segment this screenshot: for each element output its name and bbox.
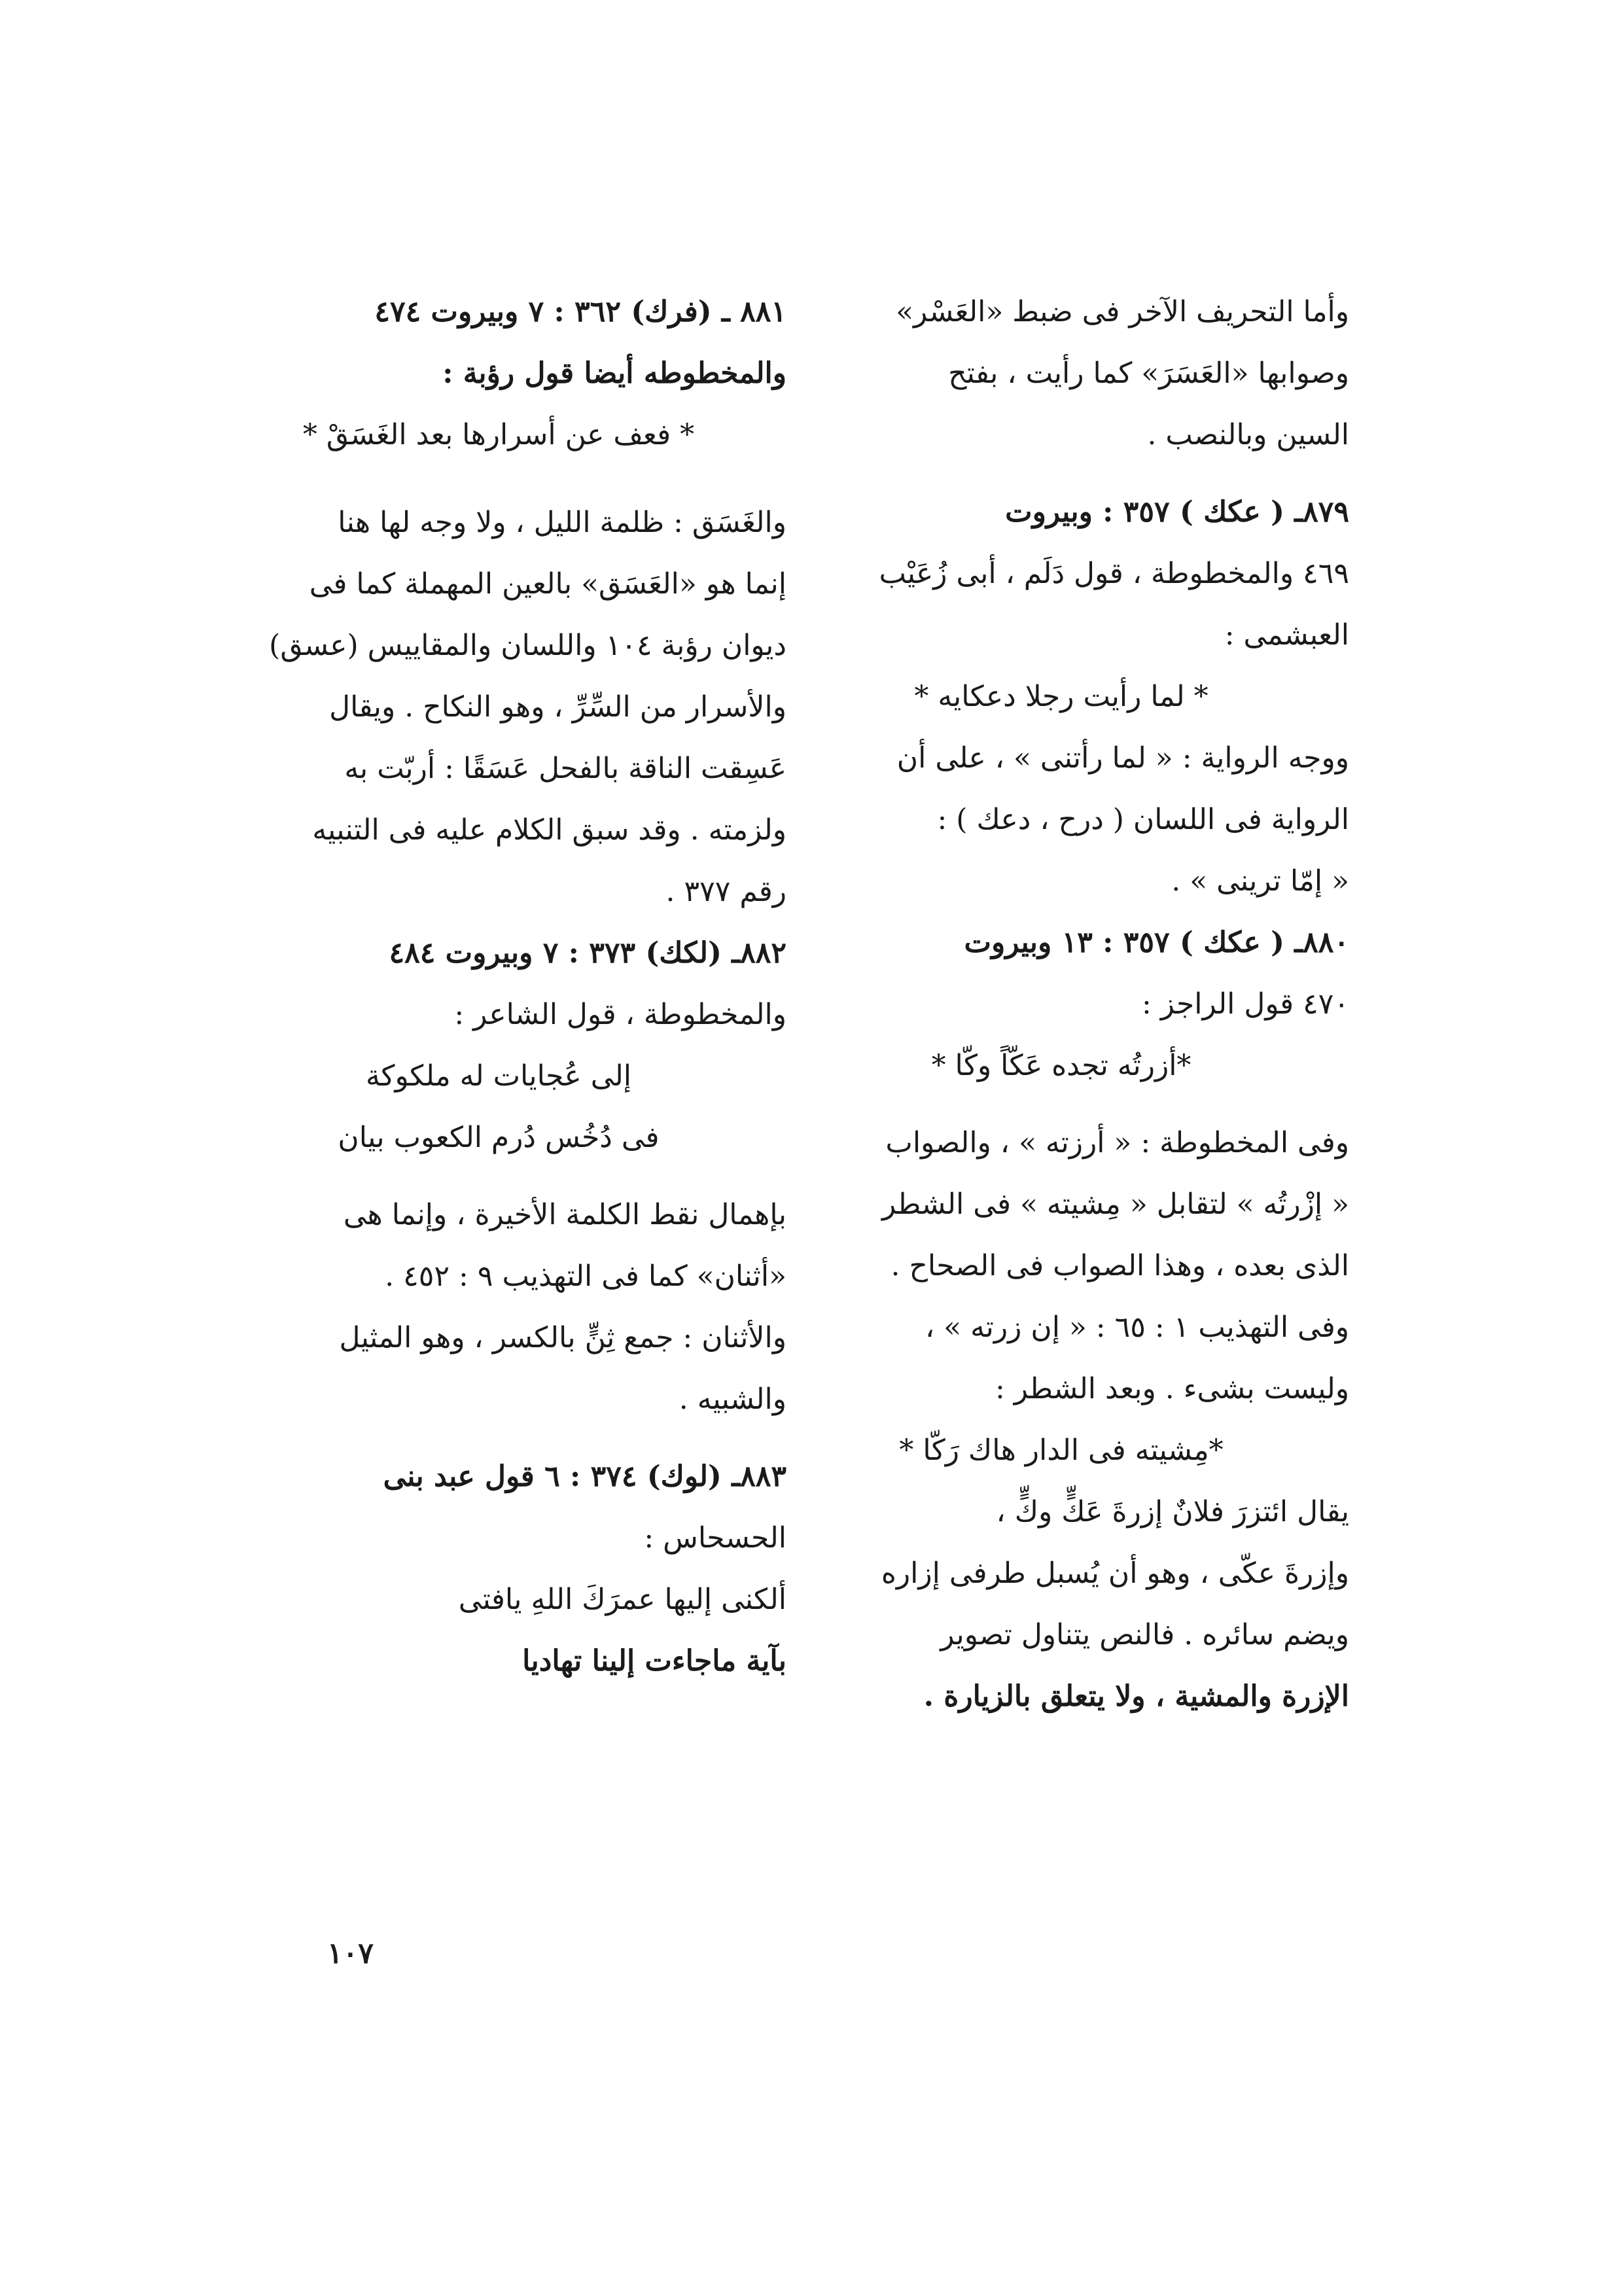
verse-line: *مِشيته فى الدار هاك رَكّا *: [899, 1434, 1224, 1467]
text-line: رقم ٣٧٧ .: [665, 875, 786, 908]
verse-line: ألكنى إليها عمرَكَ اللهِ يافتى: [458, 1583, 786, 1616]
text-line: ويضم سائره . فالنص يتناول تصوير: [940, 1618, 1349, 1651]
text-line: والأثنان : جمع ثِنٍّ بالكسر ، وهو المثيل: [339, 1321, 786, 1354]
text-line: « إزْرتُه » لتقابل « مِشيته » فى الشطر: [882, 1188, 1349, 1221]
verse-line: *أزرتُه تجده عَكّاً وكّا *: [931, 1049, 1192, 1082]
right-column: [773, 281, 1349, 1727]
page-number: ١٠٧: [327, 1937, 374, 1970]
text-line: ديوان رؤبة ١٠٤ واللسان والمقاييس (عسق): [269, 629, 786, 662]
text-line: وليست بشىء . وبعد الشطر :: [995, 1372, 1349, 1405]
verse-line: بآية ماجاءت إلينا تهاديا: [522, 1644, 786, 1678]
text-line: والشبيه .: [679, 1383, 786, 1416]
text-line: والغَسَق : ظلمة الليل ، ولا وجه لها هنا: [338, 506, 786, 539]
verse-line: إلى عُجايات له ملكوكة: [365, 1059, 632, 1093]
text-line: وفى التهذيب ١ : ٦٥ : « إن زرته » ،: [925, 1311, 1349, 1344]
text-line: بإهمال نقط الكلمة الأخيرة ، وإنما هى: [343, 1198, 786, 1231]
entry-heading-882: ٨٨٢ـ (لكك) ٣٧٣ : ٧ وبيروت ٤٨٤: [389, 936, 786, 970]
text-line: وإزرةَ عكّى ، وهو أن يُسبل طرفى إزاره: [881, 1557, 1349, 1590]
entry-heading-883: ٨٨٣ـ (لوك) ٣٧٤ : ٦ قول عبد بنى: [383, 1460, 786, 1493]
verse-line: فى دُخُس دُرم الكعوب بيان: [338, 1121, 660, 1154]
entry-heading-880: ٨٨٠ـ ( عكك ) ٣٥٧ : ١٣ وبيروت: [964, 926, 1349, 959]
text-line: وفى المخطوطة : « أرزته » ، والصواب: [885, 1126, 1349, 1159]
text-line: وأما التحريف الآخر فى ضبط «العَسْر»: [896, 295, 1349, 328]
verse-line: * لما رأيت رجلا دعكايه *: [914, 680, 1209, 713]
text-line: ووجه الرواية : « لما رأتنى » ، على أن: [896, 741, 1349, 775]
text-line: العبشمى :: [1224, 618, 1349, 652]
text-line: وصوابها «العَسَرَ» كما رأيت ، بفتح: [948, 357, 1349, 390]
left-column: [211, 281, 786, 1692]
text-line: «أثنان» كما فى التهذيب ٩ : ٤٥٢ .: [385, 1260, 786, 1293]
verse-line: * فعف عن أسرارها بعد الغَسَقْ *: [302, 418, 695, 451]
text-line: والمخطوطه أيضا قول رؤبة :: [442, 357, 786, 390]
text-line: إنما هو «العَسَق» بالعين المهملة كما فى: [309, 567, 786, 601]
entry-heading-881: ٨٨١ ـ (فرك) ٣٦٢ : ٧ وبيروت ٤٧٤: [374, 295, 786, 328]
text-line: ٤٧٠ قول الراجز :: [1141, 987, 1349, 1021]
text-line: السين وبالنصب .: [1147, 418, 1349, 451]
text-line: الذى بعده ، وهذا الصواب فى الصحاح .: [891, 1249, 1349, 1282]
text-line: الرواية فى اللسان ( درح ، دعك ) :: [937, 803, 1349, 836]
text-line: عَسِقت الناقة بالفحل عَسَقًا : أربّت به: [344, 752, 786, 785]
text-line: يقال ائتزرَ فلانٌ إزرةَ عَكٍّ وكٍّ ،: [996, 1495, 1349, 1528]
text-line: والأسرار من السِّرِّ ، وهو النكاح . ويقال: [329, 690, 786, 724]
text-line: والمخطوطة ، قول الشاعر :: [454, 998, 786, 1031]
text-line: الحسحاس :: [644, 1521, 786, 1555]
text-line: ولزمته . وقد سبق الكلام عليه فى التنبيه: [312, 813, 786, 847]
entry-heading-879: ٨٧٩ـ ( عكك ) ٣٥٧ : وبيروت: [1005, 495, 1349, 529]
text-line: الإزرة والمشية ، ولا يتعلق بالزيارة .: [923, 1680, 1349, 1713]
text-line: ٤٦٩ والمخطوطة ، قول دَلَم ، أبى زُعَيْب: [879, 557, 1349, 590]
text-line: « إمّا ترينى » .: [1171, 864, 1349, 898]
